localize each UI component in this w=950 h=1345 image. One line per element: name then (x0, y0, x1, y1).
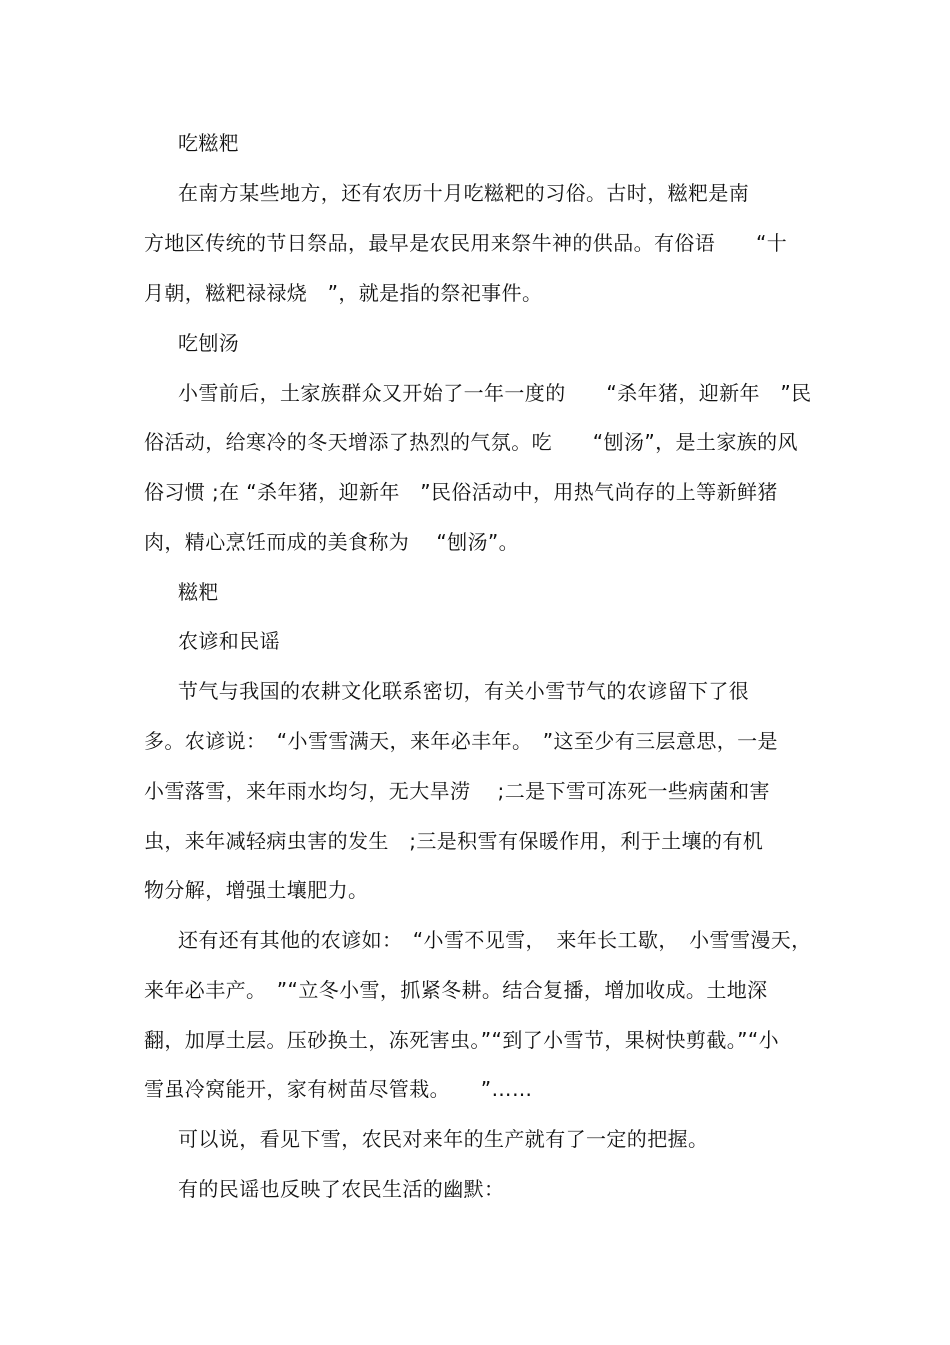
paragraph-line: 在南方某些地方，还有农历十月吃糍粑的习俗。古时，糍粑是南 (178, 181, 750, 205)
heading-proverbs-and-ballads: 农谚和民谣 (178, 629, 280, 653)
paragraph-line: 俗活动，给寒冷的冬天增添了热烈的气氛。吃 “刨汤”，是土家族的风 (144, 430, 798, 454)
paragraph-line: 雪虽冷窝能开，家有树苗尽管栽。 ”…… (144, 1077, 533, 1101)
paragraph-line: 小雪落雪，来年雨水均匀，无大旱涝 ;二是下雪可冻死一些病菌和害 (144, 779, 770, 803)
paragraph-line: 肉，精心烹饪而成的美食称为 “刨汤”。 (144, 530, 520, 554)
paragraph-line: 方地区传统的节日祭品，最早是农民用来祭牛神的供品。有俗语 “十 (144, 231, 788, 255)
paragraph-line: 俗习惯 ;在 “杀年猪，迎新年 ”民俗活动中，用热气尚存的上等新鲜猪 (144, 480, 778, 504)
heading-ciba: 糍粑 (178, 580, 219, 604)
paragraph-line: 翻，加厚土层。压砂换土，冻死害虫。”“到了小雪节，果树快剪截。”“小 (144, 1028, 780, 1052)
paragraph-line: 物分解，增强土壤肥力。 (144, 878, 369, 902)
paragraph-line: 小雪前后，土家族群众又开始了一年一度的 “杀年猪，迎新年 ”民 (178, 381, 812, 405)
heading-eat-ciba: 吃糍粑 (178, 131, 240, 155)
paragraph-line: 来年必丰产。 ”“立冬小雪，抓紧冬耕。结合复播，增加收成。土地深 (144, 978, 768, 1002)
paragraph-line: 虫，来年减轻病虫害的发生 ;三是积雪有保暖作用，利于土壤的有机 (144, 829, 764, 853)
paragraph-line: 还有还有其他的农谚如： “小雪不见雪， 来年长工歇， 小雪雪漫天， (178, 928, 812, 952)
paragraph-line: 节气与我国的农耕文化联系密切，有关小雪节气的农谚留下了很 (178, 679, 750, 703)
paragraph-line: 有的民谣也反映了农民生活的幽默： (178, 1177, 505, 1201)
paragraph-line: 可以说，看见下雪，农民对来年的生产就有了一定的把握。 (178, 1127, 709, 1151)
paragraph-line: 月朝，糍粑禄禄烧 ”，就是指的祭祀事件。 (144, 281, 543, 305)
paragraph-line: 多。农谚说： “小雪雪满天，来年必丰年。 ”这至少有三层意思，一是 (144, 729, 778, 753)
heading-eat-paotang: 吃刨汤 (178, 331, 240, 355)
